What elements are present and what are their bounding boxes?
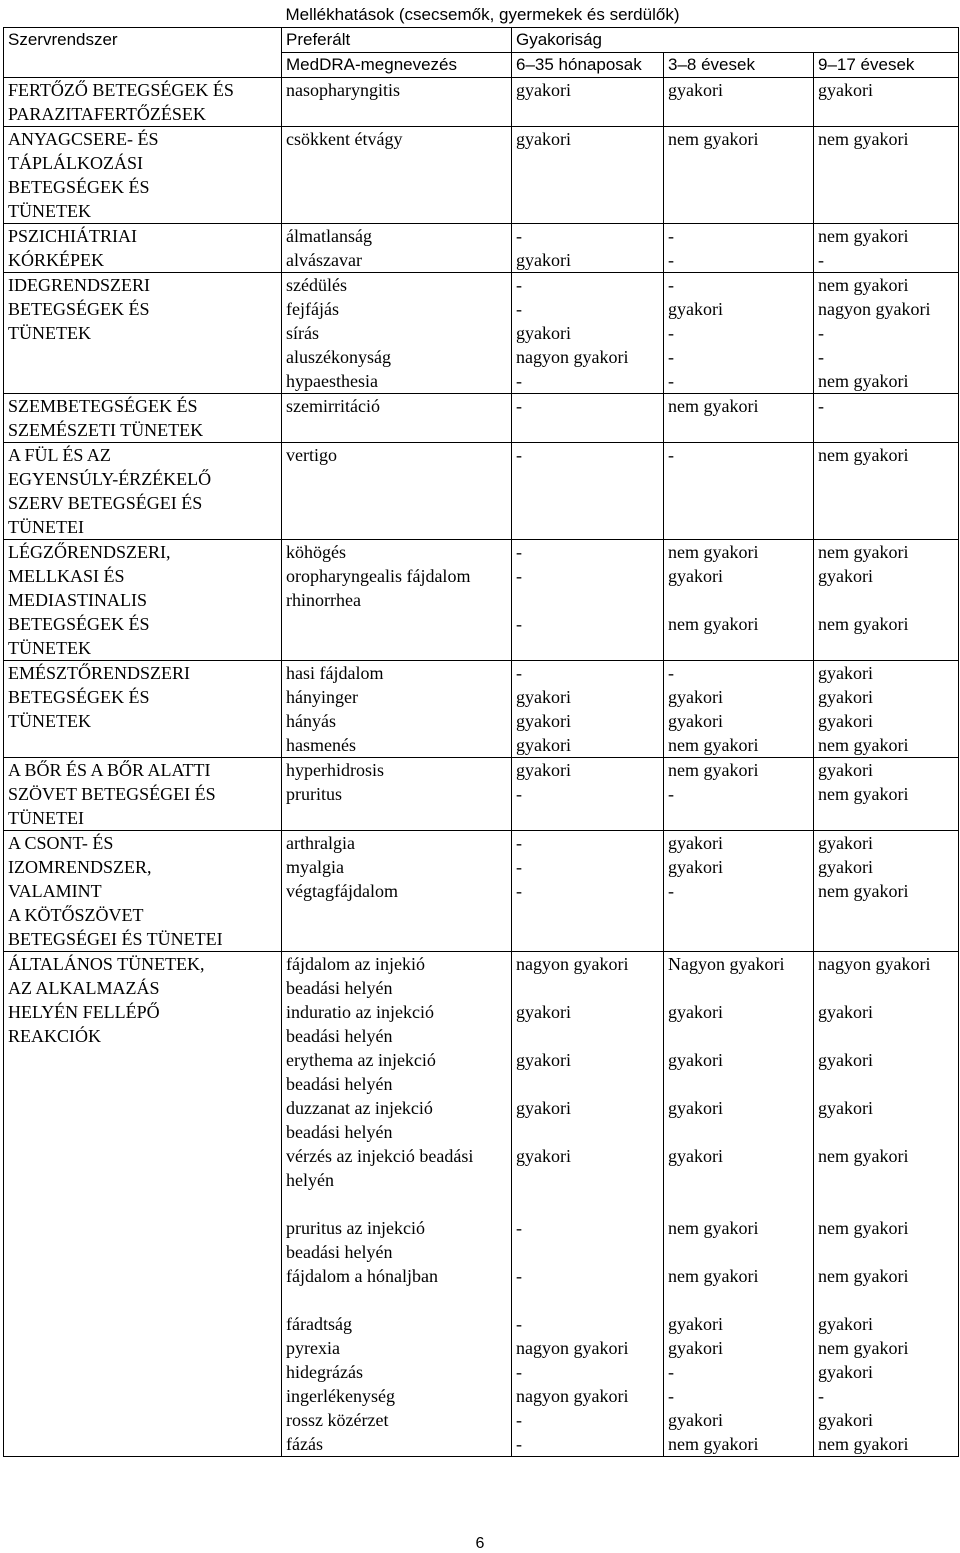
freq-9-17-years-cell bbox=[814, 443, 959, 540]
soc-line: EMÉSZTŐRENDSZERI bbox=[8, 663, 190, 683]
freq-9-17-years-cell bbox=[814, 127, 959, 224]
frequency-value: nagyon gyakori bbox=[516, 954, 629, 974]
frequency-value: gyakori bbox=[516, 1050, 571, 1070]
table-body bbox=[4, 78, 959, 1457]
soc-line: TÜNETEK bbox=[8, 711, 91, 731]
frequency-value: - bbox=[516, 371, 522, 391]
freq-6-35-months-cell bbox=[512, 661, 664, 758]
freq-9-17-years-cell bbox=[814, 394, 959, 443]
soc-line: HELYÉN FELLÉPŐ bbox=[8, 1002, 160, 1022]
frequency-value: nem gyakori bbox=[818, 1218, 909, 1238]
frequency-value: nem gyakori bbox=[818, 784, 909, 804]
term-line bbox=[286, 1288, 507, 1312]
frequency-value: - bbox=[668, 784, 674, 804]
frequency-value: gyakori bbox=[818, 1050, 873, 1070]
frequency-value: gyakori bbox=[668, 1338, 723, 1358]
frequency-value: - bbox=[516, 833, 522, 853]
term-cell bbox=[282, 952, 512, 1457]
frequency-value: - bbox=[516, 396, 522, 416]
freq-6-35-months-cell bbox=[512, 952, 664, 1457]
freq-6-35-months-cell bbox=[512, 127, 664, 224]
soc-cell bbox=[4, 224, 282, 273]
page-number: 6 bbox=[475, 1535, 485, 1552]
frequency-value: gyakori bbox=[818, 833, 873, 853]
freq-3-8-years-cell bbox=[664, 540, 814, 661]
soc-cell bbox=[4, 78, 282, 127]
frequency-value: - bbox=[516, 226, 522, 246]
adverse-reactions-table bbox=[3, 3, 959, 1457]
frequency-value: nem gyakori bbox=[818, 735, 909, 755]
term-line: szemirritáció bbox=[286, 396, 380, 416]
term-line bbox=[286, 1192, 507, 1216]
header-age-3-8-years: 3–8 évesek bbox=[664, 53, 814, 78]
frequency-value: - bbox=[516, 445, 522, 465]
soc-line: A BŐR ÉS A BŐR ALATTI bbox=[8, 760, 211, 780]
term-line: vertigo bbox=[286, 445, 337, 465]
table-row bbox=[4, 540, 959, 661]
freq-6-35-months-cell bbox=[512, 224, 664, 273]
frequency-value: gyakori bbox=[516, 711, 571, 731]
frequency-value: - bbox=[818, 250, 824, 270]
freq-9-17-years-cell bbox=[814, 78, 959, 127]
frequency-value: - bbox=[516, 1266, 522, 1286]
soc-line: TÁPLÁLKOZÁSI bbox=[8, 153, 143, 173]
frequency-value bbox=[516, 976, 659, 1000]
term-cell bbox=[282, 443, 512, 540]
frequency-value: - bbox=[516, 857, 522, 877]
freq-6-35-months-cell bbox=[512, 540, 664, 661]
term-cell bbox=[282, 540, 512, 661]
soc-line: BETEGSÉGEK ÉS bbox=[8, 177, 150, 197]
frequency-value bbox=[668, 1024, 809, 1048]
term-line: alvászavar bbox=[286, 250, 362, 270]
soc-line: IDEGRENDSZERI bbox=[8, 275, 150, 295]
frequency-value: gyakori bbox=[818, 80, 873, 100]
frequency-value: - bbox=[668, 1362, 674, 1382]
frequency-value bbox=[818, 976, 954, 1000]
term-line: hányás bbox=[286, 711, 336, 731]
term-cell bbox=[282, 661, 512, 758]
frequency-value: - bbox=[516, 299, 522, 319]
frequency-value: - bbox=[668, 323, 674, 343]
frequency-value: gyakori bbox=[516, 80, 571, 100]
frequency-value: gyakori bbox=[668, 857, 723, 877]
soc-line: SZEMÉSZETI TÜNETEK bbox=[8, 420, 204, 440]
frequency-value: gyakori bbox=[818, 711, 873, 731]
frequency-value: gyakori bbox=[668, 1098, 723, 1118]
table-row bbox=[4, 224, 959, 273]
term-cell bbox=[282, 127, 512, 224]
freq-3-8-years-cell bbox=[664, 443, 814, 540]
soc-line: A CSONT- ÉS bbox=[8, 833, 114, 853]
soc-cell bbox=[4, 758, 282, 831]
soc-cell bbox=[4, 661, 282, 758]
freq-6-35-months-cell bbox=[512, 443, 664, 540]
term-line: beadási helyén bbox=[286, 1026, 393, 1046]
frequency-value bbox=[516, 1072, 659, 1096]
freq-3-8-years-cell bbox=[664, 952, 814, 1457]
term-line: fájdalom a hónaljban bbox=[286, 1266, 438, 1286]
frequency-value: gyakori bbox=[818, 1002, 873, 1022]
freq-6-35-months-cell bbox=[512, 831, 664, 952]
soc-line: TÜNETEI bbox=[8, 517, 84, 537]
table-row bbox=[4, 758, 959, 831]
frequency-value: - bbox=[668, 445, 674, 465]
frequency-value: nem gyakori bbox=[818, 226, 909, 246]
frequency-value: nagyon gyakori bbox=[516, 1338, 629, 1358]
soc-line: KÓRKÉPEK bbox=[8, 250, 105, 270]
term-line: rhinorrhea bbox=[286, 590, 361, 610]
frequency-value: gyakori bbox=[668, 711, 723, 731]
frequency-value: gyakori bbox=[818, 687, 873, 707]
freq-6-35-months-cell bbox=[512, 78, 664, 127]
frequency-value: - bbox=[516, 275, 522, 295]
freq-9-17-years-cell bbox=[814, 758, 959, 831]
frequency-value: - bbox=[668, 226, 674, 246]
frequency-value: nem gyakori bbox=[668, 396, 759, 416]
term-line: helyén bbox=[286, 1170, 334, 1190]
soc-line: FERTŐZŐ BETEGSÉGEK ÉS bbox=[8, 80, 234, 100]
frequency-value: nem gyakori bbox=[668, 542, 759, 562]
frequency-value: - bbox=[516, 663, 522, 683]
frequency-value: nagyon gyakori bbox=[516, 347, 629, 367]
term-line: fáradtság bbox=[286, 1314, 352, 1334]
soc-line: TÜNETEK bbox=[8, 638, 91, 658]
freq-3-8-years-cell bbox=[664, 394, 814, 443]
soc-line: PSZICHIÁTRIAI bbox=[8, 226, 137, 246]
frequency-value: - bbox=[516, 542, 522, 562]
term-cell bbox=[282, 224, 512, 273]
freq-3-8-years-cell bbox=[664, 661, 814, 758]
frequency-value: nem gyakori bbox=[818, 1434, 909, 1454]
term-line: ingerlékenység bbox=[286, 1386, 395, 1406]
frequency-value: nagyon gyakori bbox=[818, 299, 931, 319]
frequency-value: - bbox=[516, 1362, 522, 1382]
freq-3-8-years-cell bbox=[664, 127, 814, 224]
frequency-value bbox=[516, 1240, 659, 1264]
frequency-value: - bbox=[818, 1386, 824, 1406]
frequency-value bbox=[516, 1168, 659, 1192]
term-line: köhögés bbox=[286, 542, 346, 562]
frequency-value: nem gyakori bbox=[668, 1434, 759, 1454]
soc-line: BETEGSÉGEK ÉS bbox=[8, 687, 150, 707]
soc-cell bbox=[4, 394, 282, 443]
freq-9-17-years-cell bbox=[814, 224, 959, 273]
term-cell bbox=[282, 273, 512, 394]
frequency-value: nem gyakori bbox=[818, 1266, 909, 1286]
frequency-value bbox=[668, 1288, 809, 1312]
term-line: fázás bbox=[286, 1434, 323, 1454]
term-line: beadási helyén bbox=[286, 1122, 393, 1142]
soc-line: TÜNETEI bbox=[8, 808, 84, 828]
freq-9-17-years-cell bbox=[814, 661, 959, 758]
soc-line: BETEGSÉGEI ÉS TÜNETEI bbox=[8, 929, 223, 949]
freq-9-17-years-cell bbox=[814, 540, 959, 661]
frequency-value: gyakori bbox=[818, 857, 873, 877]
term-line: erythema az injekció bbox=[286, 1050, 436, 1070]
soc-line: VALAMINT bbox=[8, 881, 102, 901]
soc-line: SZÖVET BETEGSÉGEI ÉS bbox=[8, 784, 216, 804]
term-line: fájdalom az injekió bbox=[286, 954, 425, 974]
frequency-value: gyakori bbox=[818, 1098, 873, 1118]
term-line: szédülés bbox=[286, 275, 347, 295]
frequency-value: - bbox=[516, 614, 522, 634]
term-line: duzzanat az injekció bbox=[286, 1098, 433, 1118]
frequency-value: nem gyakori bbox=[818, 445, 909, 465]
frequency-value: - bbox=[516, 566, 522, 586]
adverse-reactions-sheet bbox=[3, 3, 959, 1457]
term-line: fejfájás bbox=[286, 299, 339, 319]
frequency-value: gyakori bbox=[668, 1314, 723, 1334]
soc-cell bbox=[4, 127, 282, 224]
frequency-value: gyakori bbox=[818, 1362, 873, 1382]
soc-line: MELLKASI ÉS bbox=[8, 566, 125, 586]
term-line: beadási helyén bbox=[286, 1074, 393, 1094]
frequency-value bbox=[516, 1288, 659, 1312]
term-line: hyperhidrosis bbox=[286, 760, 384, 780]
header-soc: Szervrendszer bbox=[4, 28, 282, 78]
frequency-value: - bbox=[668, 275, 674, 295]
term-line: hasi fájdalom bbox=[286, 663, 384, 683]
term-line: arthralgia bbox=[286, 833, 355, 853]
soc-line: PARAZITAFERTŐZÉSEK bbox=[8, 104, 206, 124]
frequency-value: nem gyakori bbox=[818, 1338, 909, 1358]
term-line: nasopharyngitis bbox=[286, 80, 400, 100]
frequency-value bbox=[516, 1024, 659, 1048]
term-line: pruritus az injekció bbox=[286, 1218, 425, 1238]
frequency-value: nem gyakori bbox=[668, 1218, 759, 1238]
term-line: álmatlanság bbox=[286, 226, 372, 246]
soc-line: MEDIASTINALIS bbox=[8, 590, 147, 610]
frequency-value: gyakori bbox=[668, 1002, 723, 1022]
term-line: oropharyngealis fájdalom bbox=[286, 566, 471, 586]
frequency-value: - bbox=[668, 1386, 674, 1406]
soc-line: TÜNETEK bbox=[8, 201, 91, 221]
soc-line: SZERV BETEGSÉGEI ÉS bbox=[8, 493, 203, 513]
term-line: beadási helyén bbox=[286, 1242, 393, 1262]
frequency-value: gyakori bbox=[516, 735, 571, 755]
term-line: rossz közérzet bbox=[286, 1410, 389, 1430]
frequency-value: gyakori bbox=[668, 1050, 723, 1070]
header-age-6-35-months: 6–35 hónaposak bbox=[512, 53, 664, 78]
frequency-value bbox=[668, 976, 809, 1000]
term-line: hypaesthesia bbox=[286, 371, 378, 391]
frequency-value bbox=[668, 1192, 809, 1216]
frequency-value: gyakori bbox=[516, 250, 571, 270]
term-line: induratio az injekció bbox=[286, 1002, 434, 1022]
header-frequency: Gyakoriság bbox=[512, 28, 959, 53]
freq-3-8-years-cell bbox=[664, 273, 814, 394]
header-term-top: Preferált bbox=[282, 28, 512, 53]
freq-9-17-years-cell bbox=[814, 831, 959, 952]
frequency-value: gyakori bbox=[668, 80, 723, 100]
frequency-value: nem gyakori bbox=[818, 275, 909, 295]
frequency-value: - bbox=[668, 250, 674, 270]
frequency-value: nem gyakori bbox=[668, 614, 759, 634]
frequency-value: gyakori bbox=[516, 687, 571, 707]
frequency-value: - bbox=[818, 347, 824, 367]
term-line: aluszékonyság bbox=[286, 347, 391, 367]
frequency-value bbox=[668, 1168, 809, 1192]
frequency-value: gyakori bbox=[516, 1098, 571, 1118]
frequency-value: gyakori bbox=[668, 566, 723, 586]
freq-3-8-years-cell bbox=[664, 758, 814, 831]
soc-cell bbox=[4, 540, 282, 661]
soc-line: ANYAGCSERE- ÉS bbox=[8, 129, 159, 149]
freq-6-35-months-cell bbox=[512, 273, 664, 394]
freq-6-35-months-cell bbox=[512, 394, 664, 443]
table-row bbox=[4, 127, 959, 224]
frequency-value: - bbox=[516, 1218, 522, 1238]
soc-cell bbox=[4, 952, 282, 1457]
term-line: csökkent étvágy bbox=[286, 129, 403, 149]
table-row bbox=[4, 78, 959, 127]
soc-cell bbox=[4, 443, 282, 540]
term-line: pruritus bbox=[286, 784, 342, 804]
frequency-value: - bbox=[668, 663, 674, 683]
soc-line: BETEGSÉGEK ÉS bbox=[8, 299, 150, 319]
frequency-value: gyakori bbox=[818, 760, 873, 780]
freq-3-8-years-cell bbox=[664, 224, 814, 273]
soc-line: LÉGZŐRENDSZERI, bbox=[8, 542, 171, 562]
table-caption: Mellékhatások (csecsemők, gyermekek és serdülők) bbox=[285, 5, 680, 24]
frequency-value: nem gyakori bbox=[668, 760, 759, 780]
table-row bbox=[4, 831, 959, 952]
freq-9-17-years-cell bbox=[814, 952, 959, 1457]
frequency-value: nem gyakori bbox=[818, 1146, 909, 1166]
table-row bbox=[4, 952, 959, 1457]
frequency-value bbox=[516, 1192, 659, 1216]
frequency-value: - bbox=[668, 371, 674, 391]
table-row bbox=[4, 661, 959, 758]
soc-line: AZ ALKALMAZÁS bbox=[8, 978, 160, 998]
frequency-value: gyakori bbox=[818, 1314, 873, 1334]
frequency-value bbox=[668, 1120, 809, 1144]
frequency-value: nem gyakori bbox=[668, 735, 759, 755]
frequency-value: - bbox=[668, 881, 674, 901]
frequency-value: nem gyakori bbox=[818, 129, 909, 149]
frequency-value bbox=[818, 1024, 954, 1048]
soc-line: BETEGSÉGEK ÉS bbox=[8, 614, 150, 634]
frequency-value: gyakori bbox=[668, 1410, 723, 1430]
soc-line: ÁLTALÁNOS TÜNETEK, bbox=[8, 954, 205, 974]
frequency-value: - bbox=[818, 396, 824, 416]
frequency-value: nem gyakori bbox=[818, 542, 909, 562]
term-line: hidegrázás bbox=[286, 1362, 363, 1382]
term-line: vérzés az injekció beadási bbox=[286, 1146, 474, 1166]
term-line: hasmenés bbox=[286, 735, 356, 755]
frequency-value bbox=[668, 588, 809, 612]
frequency-value: Nagyon gyakori bbox=[668, 954, 785, 974]
frequency-value: gyakori bbox=[516, 1146, 571, 1166]
frequency-value bbox=[516, 1120, 659, 1144]
freq-6-35-months-cell bbox=[512, 758, 664, 831]
frequency-value: - bbox=[668, 347, 674, 367]
frequency-value: gyakori bbox=[668, 833, 723, 853]
frequency-value bbox=[818, 1168, 954, 1192]
frequency-value: gyakori bbox=[818, 1410, 873, 1430]
frequency-value: nagyon gyakori bbox=[818, 954, 931, 974]
term-line: pyrexia bbox=[286, 1338, 340, 1358]
frequency-value: gyakori bbox=[516, 760, 571, 780]
table-row bbox=[4, 443, 959, 540]
soc-cell bbox=[4, 831, 282, 952]
term-cell bbox=[282, 831, 512, 952]
term-cell bbox=[282, 78, 512, 127]
frequency-value: gyakori bbox=[516, 1002, 571, 1022]
soc-line: REAKCIÓK bbox=[8, 1026, 101, 1046]
frequency-value bbox=[818, 1192, 954, 1216]
freq-3-8-years-cell bbox=[664, 831, 814, 952]
soc-line: SZEMBETEGSÉGEK ÉS bbox=[8, 396, 198, 416]
frequency-value: gyakori bbox=[668, 299, 723, 319]
term-line: myalgia bbox=[286, 857, 344, 877]
frequency-value bbox=[818, 588, 954, 612]
table-caption-row bbox=[4, 3, 959, 28]
table-row bbox=[4, 394, 959, 443]
frequency-value: gyakori bbox=[516, 323, 571, 343]
frequency-value: gyakori bbox=[516, 129, 571, 149]
freq-3-8-years-cell bbox=[664, 78, 814, 127]
frequency-value bbox=[818, 1288, 954, 1312]
frequency-value bbox=[516, 588, 659, 612]
frequency-value bbox=[668, 1240, 809, 1264]
soc-line: EGYENSÚLY-ÉRZÉKELŐ bbox=[8, 469, 212, 489]
term-line: beadási helyén bbox=[286, 978, 393, 998]
frequency-value: nagyon gyakori bbox=[516, 1386, 629, 1406]
frequency-value bbox=[818, 1240, 954, 1264]
frequency-value: - bbox=[516, 784, 522, 804]
frequency-value: - bbox=[516, 881, 522, 901]
frequency-value: nem gyakori bbox=[668, 1266, 759, 1286]
freq-9-17-years-cell bbox=[814, 273, 959, 394]
term-cell bbox=[282, 394, 512, 443]
frequency-value: nem gyakori bbox=[818, 881, 909, 901]
frequency-value: nem gyakori bbox=[818, 371, 909, 391]
term-line: sírás bbox=[286, 323, 319, 343]
frequency-value bbox=[818, 1072, 954, 1096]
soc-line: A KÖTŐSZÖVET bbox=[8, 905, 144, 925]
soc-line: IZOMRENDSZER, bbox=[8, 857, 152, 877]
frequency-value: gyakori bbox=[818, 663, 873, 683]
frequency-value: - bbox=[818, 323, 824, 343]
term-cell bbox=[282, 758, 512, 831]
soc-cell bbox=[4, 273, 282, 394]
header-row-1 bbox=[4, 28, 959, 53]
frequency-value: - bbox=[516, 1314, 522, 1334]
frequency-value: nem gyakori bbox=[818, 614, 909, 634]
soc-line: TÜNETEK bbox=[8, 323, 91, 343]
frequency-value: - bbox=[516, 1410, 522, 1430]
frequency-value: gyakori bbox=[818, 566, 873, 586]
frequency-value bbox=[668, 1072, 809, 1096]
soc-line: A FÜL ÉS AZ bbox=[8, 445, 111, 465]
term-line: végtagfájdalom bbox=[286, 881, 398, 901]
frequency-value: - bbox=[516, 1434, 522, 1454]
header-age-9-17-years: 9–17 évesek bbox=[814, 53, 959, 78]
term-line: hányinger bbox=[286, 687, 358, 707]
frequency-value bbox=[818, 1120, 954, 1144]
header-term-bottom: MedDRA-megnevezés bbox=[282, 53, 512, 78]
frequency-value: gyakori bbox=[668, 1146, 723, 1166]
frequency-value: nem gyakori bbox=[668, 129, 759, 149]
frequency-value: gyakori bbox=[668, 687, 723, 707]
table-row bbox=[4, 273, 959, 394]
